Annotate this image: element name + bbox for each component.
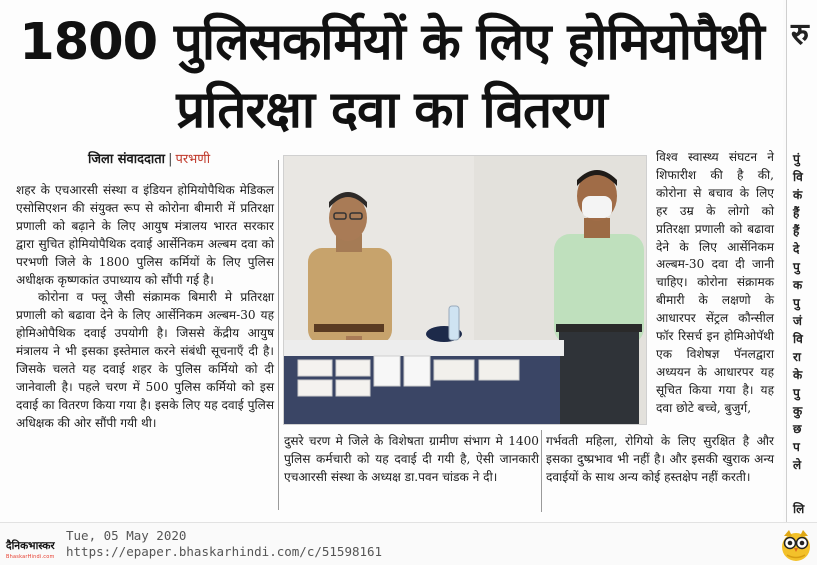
edge-glyph: रु — [791, 17, 809, 52]
column-divider — [541, 430, 542, 512]
edge-text: वि — [793, 170, 803, 184]
edge-text: पु — [793, 296, 800, 310]
edge-text: पु — [793, 386, 800, 400]
article-paragraph: विश्व स्वास्थ्य संघटन ने शिफारीश की है की, कोरोना से बचाव के लिए हर उम्र के लोगो को प्रतिरक्षा प्रणाली को बढावा देने के लिए आर्सेनिकम अल्बम-30 दवा दी जानी चाहिए। कोरोना संक्रामक बीमारी के लक्षणो के आधारपर सेंट्रल कौन्सील फॉर रिसर्च इन होमिओपॅथी एक विशेषज्ञ पॅनलद्वारा अध्ययन के आधारपर यह सूचित किया गया है। यह दवा छोटे बच्चे, बुजुर्ग, — [656, 150, 774, 415]
edge-text: के — [793, 368, 803, 382]
news-photo — [283, 155, 647, 425]
owl-mascot-icon — [778, 526, 814, 562]
headline-line-2: प्रतिरक्षा दवा का वितरण — [176, 81, 607, 140]
edge-text: प — [793, 440, 800, 454]
article-paragraph: गर्भवती महिला, रोगियो के लिए सुरक्षित है और इसका दुष्प्रभाव भी नहीं है। और इसकी खुराक अन्य दवाईयों के साथ अन्य कोई हस्तक्षेप नहीं करती। — [546, 434, 774, 484]
clip-url[interactable]: https://epaper.bhaskarhindi.com/c/51598161 — [66, 543, 383, 559]
article-paragraph: कोरोना व फ्लू जैसी संक्रामक बिमारी मे प्रतिरक्षा प्रणाली को बढावा देने के लिए आर्सेनिकम अल्बम-30 यह होमिओपैथिक दवाई उपयोगी है। जिससे केंद्रीय आयुष मंत्रालय ने भी इसका इस्तेमाल करने संबंधी सूचनाएँ दी है। जिसके चलते यह दवाई शहर के पुलिस कर्मियो को दी जानेवाली है। पहले चरण में 500 पुलिस कर्मियो को इस दवाई का वितरण किया गया है। इसके लिए यह दवाई पुलिस अधिक्षक की ओर सौंपी गयी थी। — [16, 290, 274, 430]
byline-reporter: जिला संवाददाता — [88, 152, 166, 167]
edge-text: दे — [793, 242, 800, 256]
article-paragraph: दुसरे चरण मे जिले के विशेषता ग्रामीण संभाग मे 1400 पुलिस कर्मचारी को यह दवाई दी गयी है, ऐसी जानकारी एचआरसी संस्था के अध्यक्ष डा.पवन चांडक ने दी। — [284, 434, 539, 484]
byline-location: परभणी — [175, 152, 211, 167]
brand-logo-text: दैनिकभास्कर — [6, 540, 55, 552]
article-column-3-bottom — [546, 433, 774, 487]
byline-separator: | — [168, 152, 173, 167]
photo-illustration — [284, 156, 647, 425]
epaper-footer — [0, 522, 817, 565]
edge-text: कं — [793, 188, 803, 202]
article-column-2-bottom — [284, 433, 539, 487]
headline-line-1: 1800 पुलिसकर्मियों के लिए होमियोपैथी — [19, 13, 764, 72]
edge-text: पु — [793, 260, 800, 274]
edge-text: हैं — [793, 206, 800, 220]
article-column-1 — [16, 182, 274, 433]
byline — [88, 149, 210, 167]
edge-text: जं — [793, 314, 802, 328]
edge-text: हैं — [793, 224, 800, 238]
edge-text: लि — [793, 502, 805, 516]
edge-text: छ — [793, 422, 802, 436]
article-paragraph: शहर के एचआरसी संस्था व इंडियन होमियोपैथिक मेडिकल एसोसिएशन की संयुक्त रूप से कोरोना बीमारी में प्रतिरक्षा प्रणाली को बढ़ाने के लिए आयुष मंत्रालय भारत सरकार द्वारा सुचित होमियोपैथिक दवाई आर्सेनिकम अल्बम दवा को परभणी जिले के 1800 पुलिस कर्मियों के लिए पुलिस अधीक्षक कृष्णकांत उपाध्याय को सौंपी गई है। — [16, 183, 274, 287]
edge-text: ले — [793, 458, 802, 472]
column-divider — [278, 160, 279, 510]
edge-text: पुं — [793, 152, 800, 166]
edge-text: रा — [793, 350, 802, 364]
edge-text: क — [793, 278, 803, 292]
edge-text: वि — [793, 332, 803, 346]
brand-logo[interactable] — [6, 539, 55, 560]
adjacent-article-strip — [786, 0, 817, 522]
brand-logo-subtext: BhaskarHindi.com — [6, 554, 55, 560]
article-column-3-top — [656, 149, 774, 418]
publish-date: Tue, 05 May 2020 — [66, 528, 187, 543]
clip-meta — [66, 528, 382, 559]
edge-text: कु — [793, 404, 803, 418]
